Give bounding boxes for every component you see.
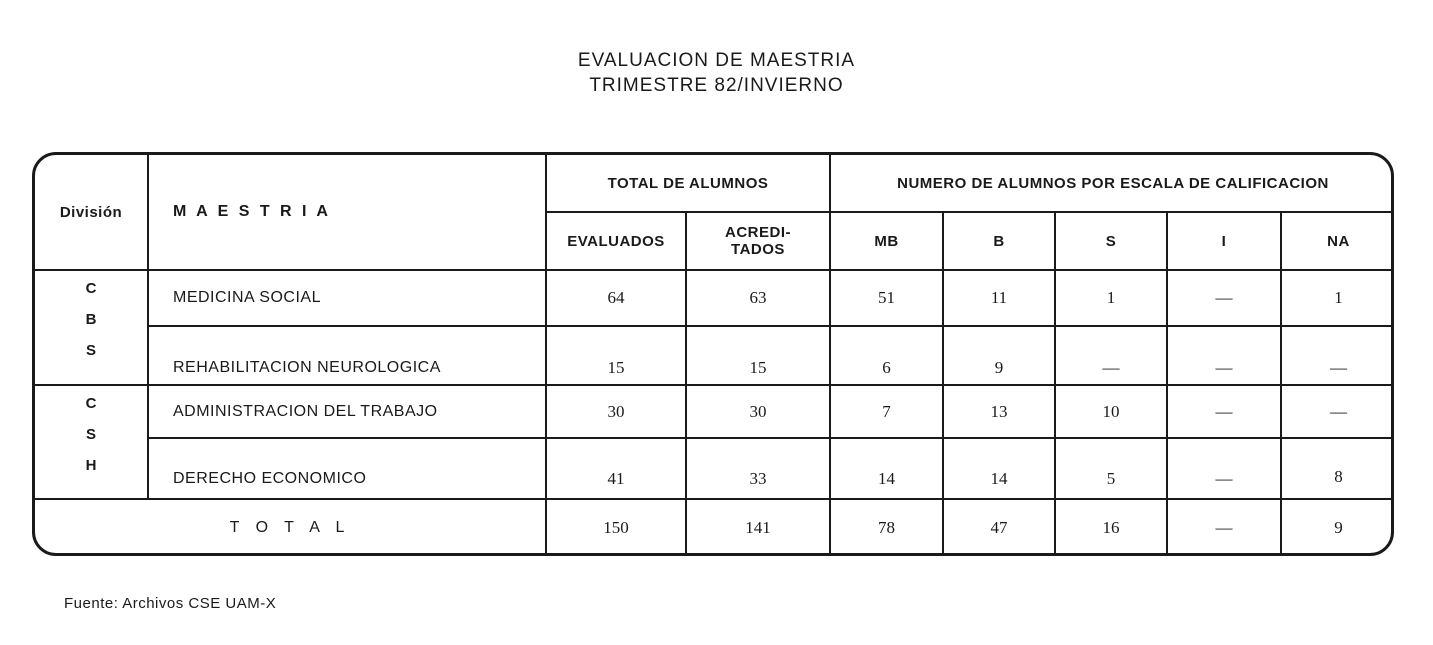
- row-s: 5: [1106, 468, 1116, 488]
- header-i: I: [1221, 232, 1227, 250]
- header-escala: NUMERO DE ALUMNOS POR ESCALA DE CALIFICACION: [897, 174, 1329, 192]
- row-b: 9: [994, 358, 1004, 377]
- row-evaluados: 15: [607, 358, 625, 377]
- total-evaluados: 150: [603, 517, 629, 537]
- header-division: División: [59, 203, 123, 221]
- total-i: —: [1215, 517, 1233, 537]
- division-letter: H: [85, 457, 97, 474]
- row-na: 8: [1334, 466, 1343, 486]
- vline-division: [147, 155, 149, 500]
- row-s: 10: [1102, 401, 1120, 421]
- row-acreditados: 63: [749, 288, 767, 307]
- row-na: 1: [1334, 288, 1343, 307]
- total-na: 9: [1334, 517, 1343, 537]
- page-title-block: [0, 48, 1433, 98]
- row-mb: 7: [882, 401, 891, 421]
- row-s: —: [1102, 358, 1120, 377]
- header-acreditados-line2: TADOS: [731, 241, 785, 258]
- row-acreditados: 33: [749, 468, 767, 488]
- total-s: 16: [1102, 517, 1120, 537]
- header-total-alumnos: TOTAL DE ALUMNOS: [607, 174, 769, 192]
- header-acreditados-line1: ACREDI-: [725, 224, 791, 241]
- row-acreditados: 30: [749, 401, 767, 421]
- row-i: —: [1215, 401, 1233, 421]
- total-label: T O T A L: [229, 518, 351, 536]
- division-letter: C: [85, 395, 97, 412]
- row-i: —: [1215, 358, 1233, 377]
- row-acreditados: 15: [749, 358, 767, 377]
- row-na: —: [1330, 358, 1347, 377]
- row-evaluados: 64: [607, 288, 625, 307]
- row-maestria: DERECHO ECONOMICO: [173, 469, 367, 487]
- division-letter: B: [85, 311, 97, 328]
- row-mb: 14: [878, 468, 895, 488]
- total-mb: 78: [878, 517, 895, 537]
- division-letter: S: [85, 426, 96, 443]
- row-s: 1: [1106, 288, 1116, 307]
- division-cbs: [35, 273, 147, 366]
- page-title: EVALUACION DE MAESTRIA: [577, 50, 856, 71]
- row-maestria: MEDICINA SOCIAL: [173, 289, 321, 306]
- row-b: 13: [990, 401, 1008, 421]
- division-letter: C: [85, 280, 97, 297]
- row-mb: 51: [878, 288, 895, 307]
- header-b: B: [993, 232, 1005, 250]
- header-evaluados: EVALUADOS: [567, 232, 665, 250]
- row-evaluados: 41: [607, 468, 625, 488]
- row-i: —: [1215, 288, 1233, 307]
- row-evaluados: 30: [607, 401, 625, 421]
- row-na: —: [1330, 401, 1347, 421]
- header-mb: MB: [874, 232, 899, 250]
- header-s: S: [1105, 232, 1117, 250]
- row-b: 11: [990, 288, 1008, 307]
- evaluation-table: [32, 152, 1394, 556]
- header-maestria: M A E S T R I A: [173, 203, 331, 220]
- row-maestria: ADMINISTRACION DEL TRABAJO: [173, 402, 438, 420]
- division-csh: [35, 388, 147, 481]
- header-acreditados: [687, 213, 829, 269]
- hline-row1: [147, 325, 1394, 327]
- header-na: NA: [1327, 232, 1350, 250]
- total-b: 47: [990, 517, 1008, 537]
- row-i: —: [1215, 468, 1233, 488]
- division-letter: S: [85, 342, 96, 359]
- row-maestria: REHABILITACION NEUROLOGICA: [173, 359, 441, 376]
- total-acreditados: 141: [745, 517, 771, 537]
- row-mb: 6: [882, 358, 891, 377]
- row-b: 14: [990, 468, 1008, 488]
- page-subtitle: TRIMESTRE 82/INVIERNO: [589, 75, 844, 96]
- source-note: Fuente: Archivos CSE UAM-X: [64, 595, 277, 612]
